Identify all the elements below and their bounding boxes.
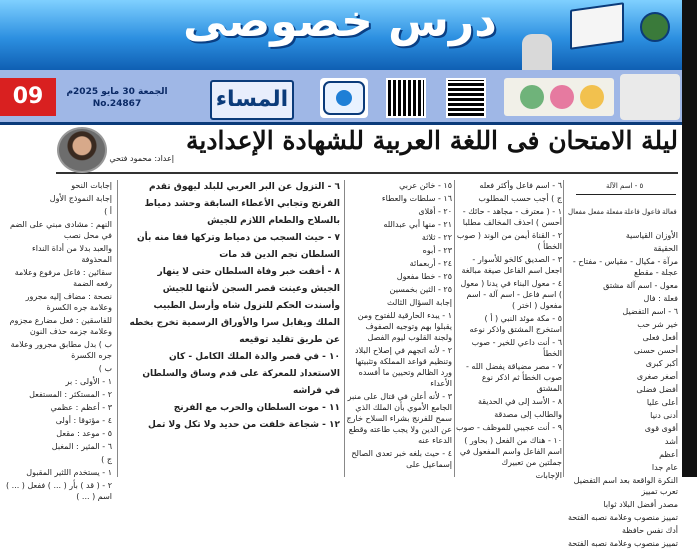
column-divider [563, 180, 564, 477]
author-byline: إعداد: محمود فتحي [109, 154, 174, 163]
column-line: فعلة : فال [643, 294, 678, 303]
column-line: الجيش وعينت قصر السجن لأنتها للجيش [162, 284, 340, 294]
column-line: أكبر كبرى [645, 359, 678, 368]
column-line: ٦ - أنت داعي للخير - صوب الخطأ [471, 338, 562, 358]
column-line: ٢٥ - الثين بخمسين [389, 285, 452, 294]
book-illustration [570, 2, 624, 50]
diagram-root: ٥ - اسم الآلة [606, 182, 644, 190]
diagram-branch: مفعلة [606, 208, 623, 216]
qr-code-icon [446, 78, 486, 118]
column-line: أفعل فعلى [642, 333, 678, 342]
column-line: ٦ - التزول عن البر العربي للبلد ليهوق تقدم [149, 182, 340, 192]
column-line: ١١ - موت السلطان والحرب مع الفرنج [173, 403, 340, 413]
page-number: 09 [0, 78, 56, 116]
column-line: معول - اسم آلة مشتق [603, 281, 678, 290]
banner-title: درس خصوصى [183, 0, 497, 47]
column-line: ٢٢ - ثلاثة [421, 233, 452, 242]
diagram-branch: فاعول [642, 208, 661, 216]
column-line: إجابة السؤال الثالث [387, 298, 452, 307]
column-line: أقوى قوى [644, 424, 678, 433]
column-line: للفاسقين : فعل مضارع مجزوم وعلامة جزمه حذف النون [9, 316, 112, 336]
column-line: السلطان نجم الدين قد مات [219, 250, 340, 260]
app-store-icon [320, 78, 368, 118]
column-divider [454, 180, 455, 477]
column-line: ١ - الأولى : بر [65, 377, 112, 386]
diagram-branch: مفعال [568, 208, 586, 216]
column-line: ١٠ - هناك من الفعل ( بحاور ) اسم الفاعل واسم المفعول في جملتين من تعبيرك [459, 436, 562, 467]
student-illustration [620, 74, 680, 120]
column-line: أعظم [659, 450, 678, 459]
column-line: ٦ - اسم فاعل وأكثر فعله [479, 181, 562, 190]
column-line: ٦ - اسم التفضيل [622, 307, 678, 316]
column-line: ١ - ( معترف - مجاهد - حائك - أحسن ) احذف المخالف مطلبا [462, 207, 562, 227]
globe-icon [640, 12, 670, 42]
column-line: ٢١ - منها أبي عبدالله [383, 220, 452, 229]
column-line: نصحة : مضاف إليه مجرور وعلامة جره الكسرة [25, 292, 112, 312]
column-line: أ ) [104, 207, 112, 216]
title-divider [56, 172, 678, 174]
column-line: بالسلاح والطعام اللازم للجيش [207, 216, 340, 226]
student-illustration [522, 34, 552, 70]
column-line: مرآة - مكيال - مقياس - مفتاح - عجلة - مقطع [572, 257, 678, 277]
column-line: أفضل فضلى [636, 385, 678, 394]
page-title: ليلة الامتحان فى اللغة العربية للشهادة الإعدادية [186, 126, 678, 155]
column-line: ٢٤ - أربعمائة [409, 259, 452, 268]
issue-date: الجمعة 30 مايو 2025م [66, 87, 168, 97]
column-line: عام جدا [651, 463, 678, 472]
author-photo [57, 127, 107, 173]
column-line: أصغر صغرى [636, 372, 678, 381]
column-line: الفرنج وتجابي الأعطاء السابقة وحشد دمياط [144, 199, 340, 209]
issue-info [62, 86, 172, 116]
column-line: أعلى عليا [646, 398, 678, 407]
article-column-1 [566, 230, 678, 548]
column-line: ٣ - أعظم : عظمي [50, 403, 112, 412]
banner [0, 0, 682, 70]
column-line: ١ - يستخدم اللثير المقبول [26, 468, 112, 477]
column-line: ٨ - الأسد إلى في الحديقة [478, 397, 562, 406]
column-line: ١٥ - خائن عربي [399, 181, 452, 190]
column-divider [117, 180, 118, 477]
column-line: مصدر أفضل البلاد ثوابا [603, 500, 678, 509]
column-line: في فراشه [292, 386, 340, 396]
column-line: ج ) [101, 455, 112, 464]
column-line: النهم : مشادى مبني على الضم في محل نصب [10, 220, 112, 240]
column-line: إجابة النموذج الأول [49, 194, 112, 203]
column-line: أحسن حسنى [633, 346, 678, 355]
column-line: ١٠ - في قصر والدة الملك الكامل - كان [169, 352, 340, 362]
column-line: الاستعداد للمعركة على قدم وساق والسلطان [142, 369, 340, 379]
column-line: الأوزان القياسية [625, 231, 678, 240]
column-line: ٦ - المثير : المغبل [51, 442, 112, 451]
column-line: ٢٣ - أبوه [422, 246, 452, 255]
column-divider [344, 180, 345, 477]
column-line: الملك ويقابل سرا والأوراق الرسمية تخرج بخطه [129, 318, 340, 328]
column-line: أدنى دنيا [650, 411, 678, 420]
column-line: والعبد بدلا من أداة النداء المحذوفة [32, 244, 112, 264]
stars-decoration [504, 78, 614, 116]
column-line: والطالب إلى مصدقة [494, 410, 562, 419]
column-line: ٤ - حيث بلغه خبر تعدى الصالح إسماعيل على [351, 449, 452, 469]
qr-code-icon [386, 78, 426, 118]
column-line: سقائين : فاعل مرفوع وعلامة رفعه الضمة [14, 268, 112, 288]
column-line: النكرة الواقعة بعد اسم التفضيل تعرب تمييز [573, 476, 678, 496]
column-line: الحقيقة [653, 244, 678, 253]
column-line: ٢ - ( قد ) بأر ( ... ) ففعل ( ... ) اسم ( ... ) [5, 481, 112, 501]
column-line: ٨ - أخفت خبر وفاة السلطان حتى لا ينهار [157, 267, 340, 277]
column-line: ٢٠ - أقلاى [418, 207, 452, 216]
column-line: أدك نفس حافظة [622, 526, 678, 535]
article-column-3 [346, 180, 452, 477]
diagram-branch: فعالة [662, 208, 677, 216]
article-column-5 [4, 180, 112, 501]
column-line: ٥ - مكة موئد النبي ( أ ) استخرج المشتق واذكر نوعه [469, 314, 562, 334]
column-line: ١٦ - سلطات والعطاء [381, 194, 452, 203]
column-line: ٥ - موعد : مقعل [56, 429, 112, 438]
column-line: ٣ - الصديق كالخو للأسوار - اجعل اسم الفاعل صيغة مبالغة [461, 255, 562, 275]
column-line: ٢٥ - خطا مفعول [396, 272, 452, 281]
column-line: ٧ - حيث السجب من دمياط وتركها ففا منه بأن [136, 233, 340, 243]
column-line: ١٢ - شجاعة خلفت من حديد ولا تكل ولا تمل [147, 420, 340, 430]
column-line: ٢ - المستكثر : المستفعل [29, 390, 112, 399]
column-line: ٧ - مصر مضياقة يفضل الله - صوب الخطأ ثم اذكر نوع المشتق [465, 362, 562, 393]
article-column-4 [120, 180, 340, 477]
column-line: ٤ - معول البناء في يدنا ( معول ) اسم فاعل - اسم آلة - اسم مفعول ( اختر ) [460, 279, 562, 310]
article-column-2 [455, 180, 562, 480]
column-line: الإجابات [535, 471, 562, 480]
column-line: ب ) بدل مطابق مجرور وعلامة جره الكسرة [10, 340, 112, 360]
column-line: ٢ - القناة أيمن من الوند ( صوب الخطأ ) [456, 231, 562, 251]
diagram-branch: فاعلة [624, 208, 640, 216]
column-line: وأسندت الحكم للنزول شاه وأرسل الطبيب [153, 301, 340, 311]
newspaper-logo: المساء [210, 80, 294, 120]
column-line: أشد [664, 437, 678, 446]
viewer-edge [682, 0, 697, 477]
column-line: ٤ - مؤتوقا : أولى [55, 416, 112, 425]
column-line: تمييز منصوب وعلامة نصبه الفتحة [568, 539, 678, 548]
diagram-line [576, 194, 676, 195]
diagram-branch: مفعل [588, 208, 604, 216]
column-line: ج ) أجب حسب المطلوب [478, 194, 562, 203]
column-line: ٢ - لأنه اتجهم في إصلاح البلاد وتنظيم قواعد المملكة وتثبيتها ورد الظالم وتحيين ما أفسده الأعداء [355, 346, 452, 388]
issue-number: No.24867 [92, 99, 142, 109]
column-line: تمييز منصوب وعلامة نصبه الفتحة [568, 513, 678, 522]
column-line: ٩ - أنت عجيبي للموظف - صوب [455, 423, 562, 432]
column-line: ١ - يبدء الحارقية للفتوح ومن يقبلوا بهم وتوجيه الصفوف ولجنة القلوب ليوم الفصل [357, 311, 452, 342]
column-line: خير شر حب [637, 320, 678, 329]
column-line: ٣ - لأنه أعلن في قتال على منبر الجامع الأموي بأن الملك الذي سمح للفرنج بشراء السلاح خارج عن الدين ولا يجب طاعته وقطع الدعاء عنه [346, 392, 452, 445]
column-line: ب ) [98, 364, 112, 373]
column-line: عن طريق تقليد توقيعه [239, 335, 340, 345]
column-line: إجابات النحو [71, 181, 112, 190]
